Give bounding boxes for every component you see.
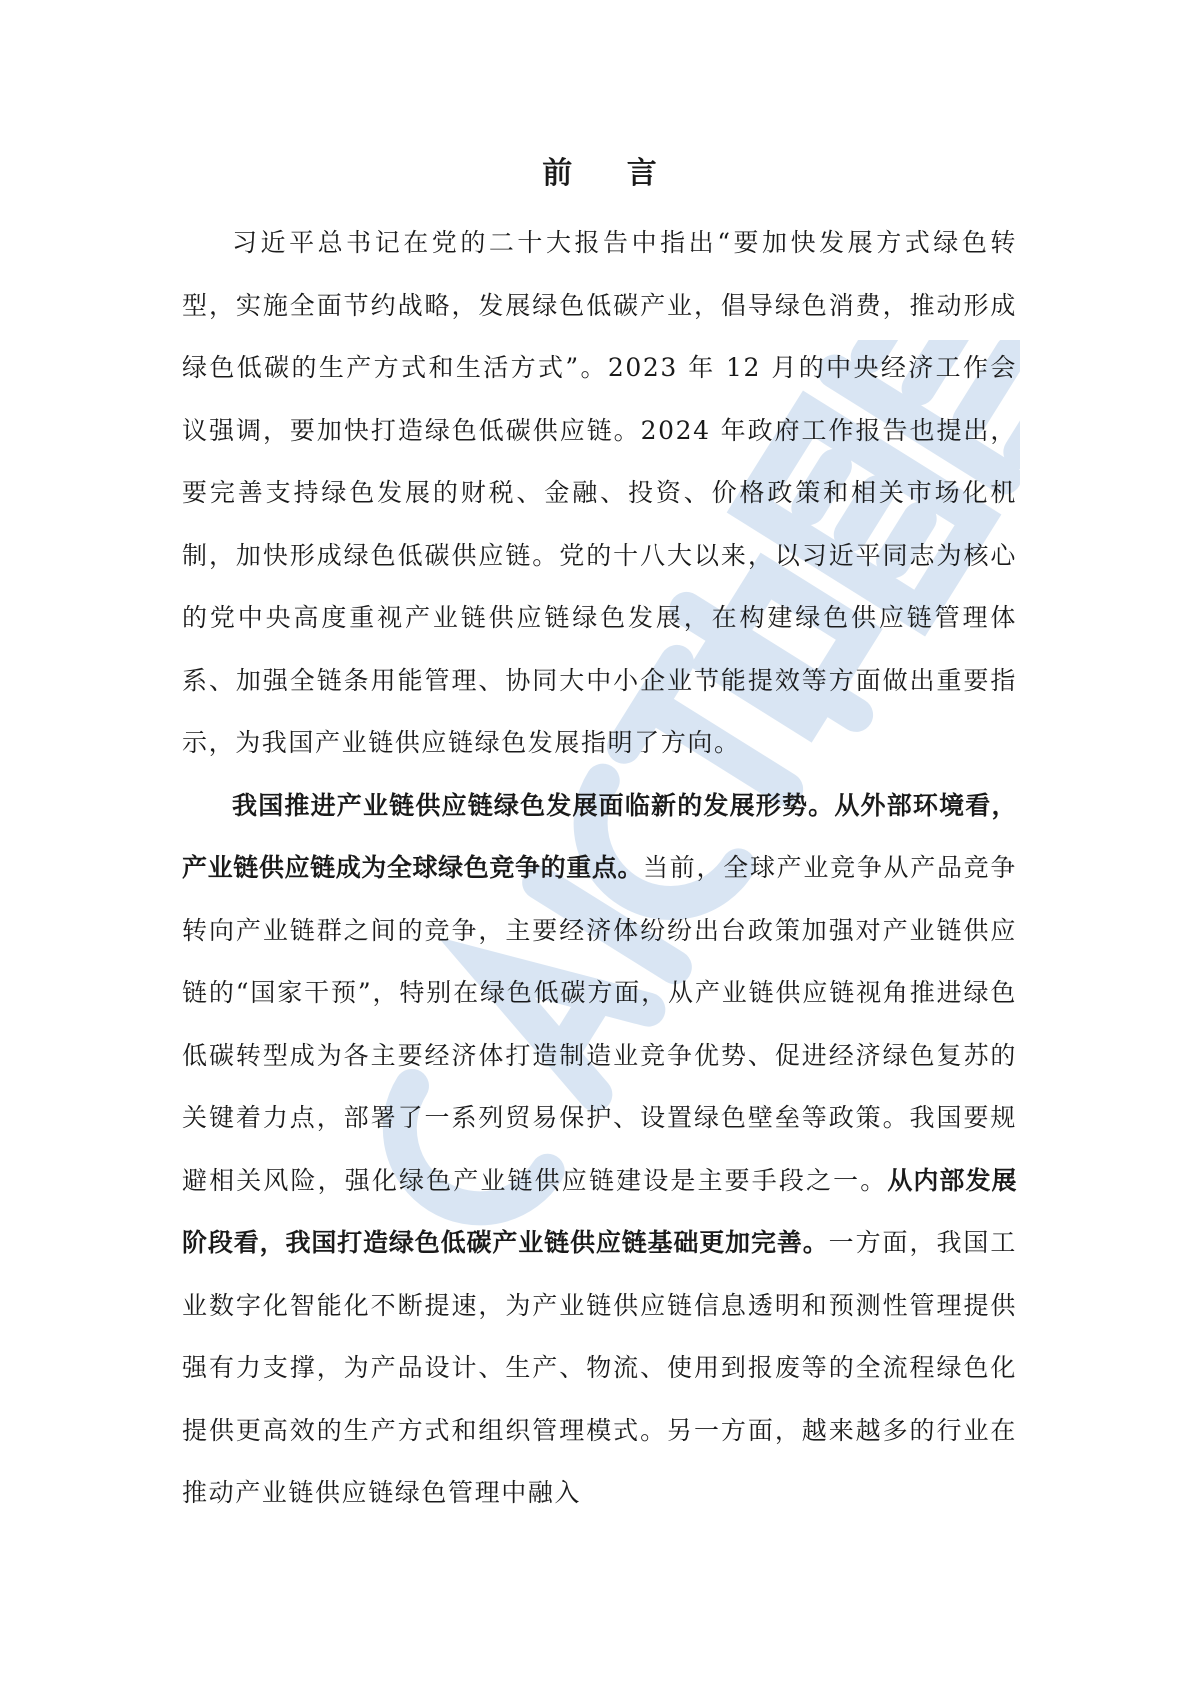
- bold-emphasis: 我国推进产业链供应链绿色发展面临新的发展形势。从外部环境看，产业链供应链成为全球绿色竞争的重点。: [182, 790, 1017, 882]
- document-page: [182, 148, 1017, 1525]
- paragraph: [182, 775, 1017, 1525]
- paragraph-text: 当前，全球产业竞争从产品竞争转向产业链群之间的竞争，主要经济体纷纷出台政策加强对产业链供应链的“国家干预”，特别在绿色低碳方面，从产业链供应链视角推进绿色低碳转型成为各主要经济体打造制造业竞争优势、促进经济绿色复苏的关键着力点，部署了一系列贸易保护、设置绿色壁垒等政策。我国要规避相关风险，强化绿色产业链供应链建设是主要手段之一。: [182, 853, 1017, 1195]
- paragraph-text: 一方面，我国工业数字化智能化不断提速，为产业链供应链信息透明和预测性管理提供强有力支撑，为产品设计、生产、物流、使用到报废等的全流程绿色化提供更高效的生产方式和组织管理模式。另一方面，越来越多的行业在推动产业链供应链绿色管理中融入: [182, 1228, 1017, 1507]
- paragraph-text: 习近平总书记在党的二十大报告中指出“要加快发展方式绿色转型，实施全面节约战略，发展绿色低碳产业，倡导绿色消费，推动形成绿色低碳的生产方式和生活方式”。2023 年 12 月的中央经济工作会议强调，要加快打造绿色低碳供应链。2024 年政府工作报告也提出，要完善支持绿色发展的财税、金融、投资、价格政策和相关市场化机制，加快形成绿色低碳供应链。党的十八大以来，以习近平同志为核心的党中央高度重视产业链供应链绿色发展，在构建绿色供应链管理体系、加强全链条用能管理、协同大中小企业节能提效等方面做出重要指示，为我国产业链供应链绿色发展指明了方向。: [182, 228, 1017, 757]
- page-title: 前 言: [542, 156, 679, 191]
- paragraph: [182, 212, 1017, 775]
- bold-emphasis: 从内部发展阶段看，我国打造绿色低碳产业链供应链基础更加完善。: [182, 1165, 1017, 1257]
